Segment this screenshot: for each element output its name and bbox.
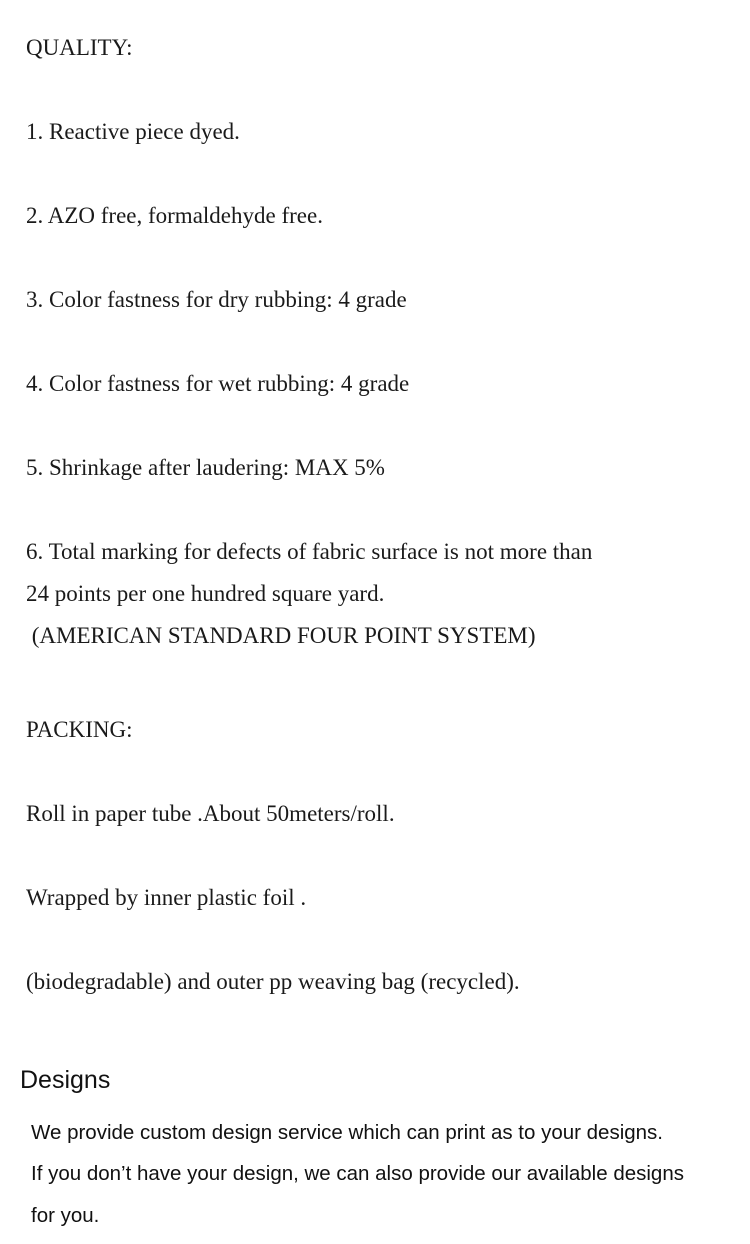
packing-line-2: Wrapped by inner plastic foil . — [26, 885, 307, 910]
quality-item-6-line-2: 24 points per one hundred square yard. — [26, 581, 385, 606]
quality-heading: QUALITY: — [26, 35, 133, 60]
designs-line-3: for you. — [31, 1204, 100, 1227]
quality-item-6-line-3: (AMERICAN STANDARD FOUR POINT SYSTEM) — [26, 623, 536, 648]
quality-item-3: 3. Color fastness for dry rubbing: 4 grade — [26, 287, 407, 312]
quality-item-1: 1. Reactive piece dyed. — [26, 119, 240, 144]
designs-line-1: We provide custom design service which can print as to your designs. — [31, 1121, 664, 1144]
packing-heading: PACKING: — [26, 717, 133, 742]
designs-line-2: If you don’t have your design, we can also provide our available designs — [31, 1162, 684, 1185]
quality-item-4: 4. Color fastness for wet rubbing: 4 grade — [26, 371, 410, 396]
quality-item-2: 2. AZO free, formaldehyde free. — [26, 203, 323, 228]
designs-heading: Designs — [20, 1066, 111, 1094]
packing-line-1: Roll in paper tube .About 50meters/roll. — [26, 801, 395, 826]
quality-item-6-line-1: 6. Total marking for defects of fabric surface is not more than — [26, 539, 593, 564]
packing-line-3: (biodegradable) and outer pp weaving bag (recycled). — [26, 969, 520, 994]
quality-item-5: 5. Shrinkage after laudering: MAX 5% — [26, 455, 385, 480]
